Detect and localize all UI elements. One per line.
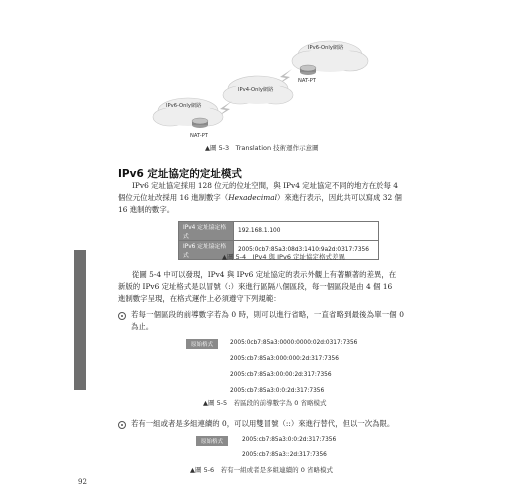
chapter-tab-bar xyxy=(74,250,86,390)
address-line: 2005:cb7:85a3:0:0:2d:317:7356 xyxy=(242,437,337,443)
original-format-chip: 原始格式 xyxy=(186,339,218,349)
table-value-ipv6: 2005:0cb7:85a3:08d3:1410:9a2d:0317:7356 xyxy=(234,241,379,260)
table-row xyxy=(179,222,379,241)
label-router-bottom: NAT-PT xyxy=(190,133,208,139)
paragraph-1: IPv6 定址協定採用 128 位元的位址空間，與 IPv4 定址協定不同的地方在於每 4 個位元位址改採用 16 進制數字（Hexadecimal）來進行表示，因此共可以寫成 32 個 16 進制的數字。 xyxy=(118,181,402,215)
address-line: 2005:cb7:85a3::2d:317:7356 xyxy=(242,452,327,458)
router-bottom-icon xyxy=(192,118,208,128)
bullet-2: 若有一組或者是多組連續的 0，可以用雙冒號（::）來進行替代，但以一次為限。 xyxy=(118,418,404,430)
figure-5-3-caption: ▲圖 5-3 Translation 技術運作示意圖 xyxy=(205,144,319,152)
page-number: 92 xyxy=(78,478,87,486)
bullet-circle-icon xyxy=(118,421,126,429)
figure-5-6-caption: ▲圖 5-6 若有一組或者是多組連續的 0 省略模式 xyxy=(190,466,333,474)
table-header-ipv6: IPv6 定址協定格式 xyxy=(179,241,234,260)
label-top-cloud: IPv6-Only網路 xyxy=(308,45,344,51)
address-line: 2005:cb7:85a3:00:00:2d:317:7356 xyxy=(230,372,332,378)
figure-5-4-caption: ▲圖 5-4 IPv4 與 IPv6 定址協定格式差異 xyxy=(222,253,346,261)
bullet-1: 若每一個區段的前導數字若為 0 時，則可以進行省略，一直省略到最後為單一個 0 為止。 xyxy=(118,309,404,333)
router-top-icon xyxy=(300,65,316,75)
translation-diagram xyxy=(140,25,400,145)
section-title: IPv6 定址協定的定址模式 xyxy=(118,168,242,180)
address-line: 2005:cb7:85a3:0:0:2d:317:7356 xyxy=(230,388,325,394)
address-line: 2005:cb7:85a3:000:000:2d:317:7356 xyxy=(230,356,339,362)
figure-5-5-caption: ▲圖 5-5 若區段的前導數字為 0 省略模式 xyxy=(203,399,327,407)
address-line: 2005:0cb7:85a3:0000:0000:02d:0317:7356 xyxy=(230,340,358,346)
table-header-ipv4: IPv4 定址協定格式 xyxy=(179,222,234,241)
original-format-chip: 原始格式 xyxy=(196,436,228,446)
paragraph-2: 從圖 5-4 中可以發現，IPv4 與 IPv6 定址協定的表示外觀上有著顯著的差異，在 新版的 IPv6 定址格式是以冒號（:）來進行區隔八個區段，每一個區段是由 4 個 16 進制數字呈現，在格式運作上必須遵守下列規範： xyxy=(118,270,397,304)
label-router-top: NAT-PT xyxy=(298,78,316,84)
bullet-circle-icon xyxy=(118,312,126,320)
table-value-ipv4: 192.168.1.100 xyxy=(234,222,379,241)
label-mid-cloud: IPv4-Only網路 xyxy=(238,87,274,93)
label-left-cloud: IPv6-Only網路 xyxy=(166,103,202,109)
